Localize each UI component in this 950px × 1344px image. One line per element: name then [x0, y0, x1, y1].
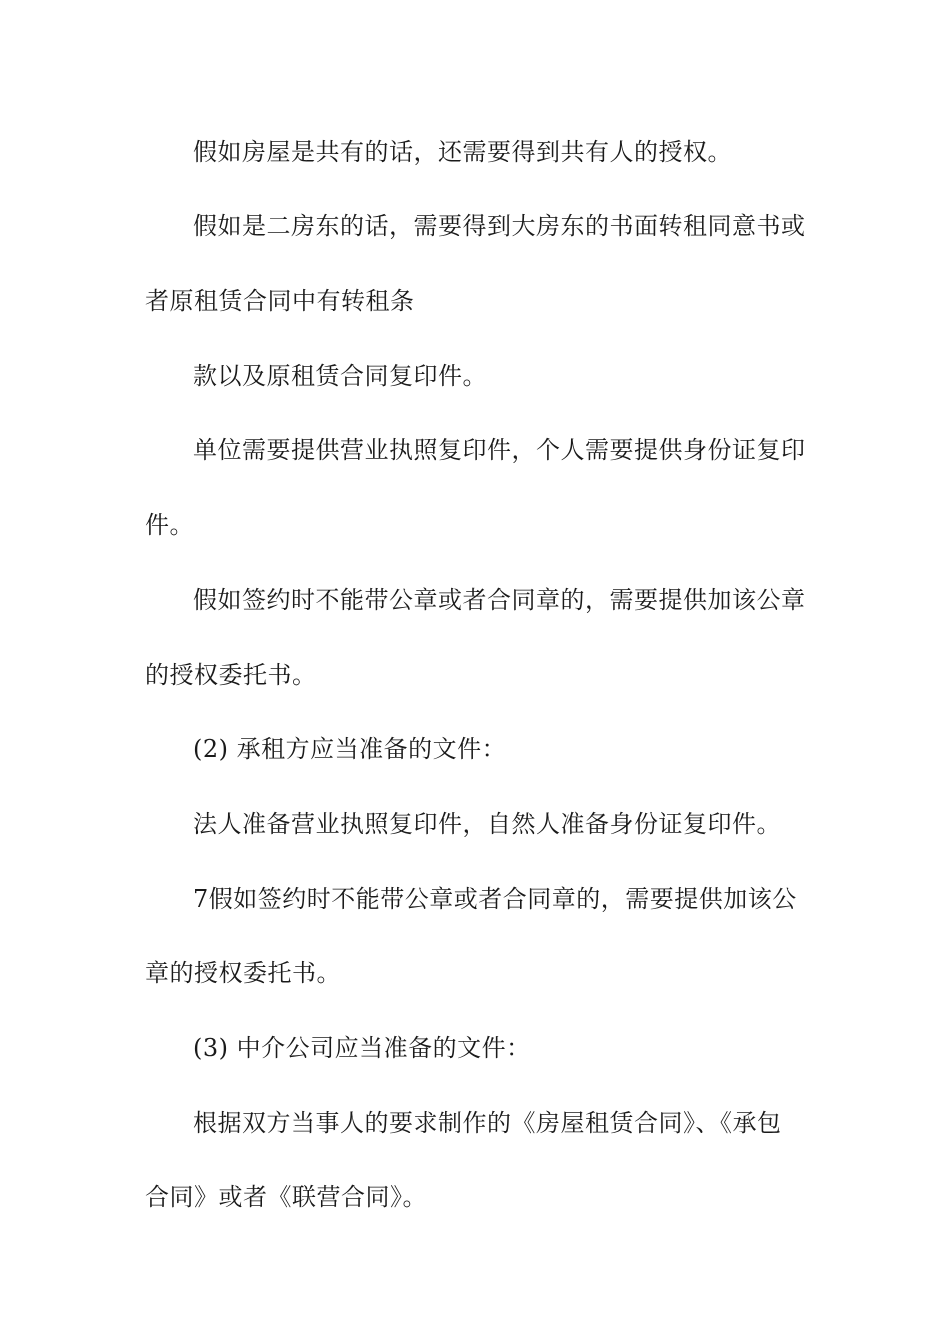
paragraph-line: 款以及原租赁合同复印件。	[193, 362, 487, 390]
paragraph-line: 章的授权委托书。	[145, 959, 341, 987]
section-heading: (3) 中介公司应当准备的文件：	[193, 1034, 531, 1062]
paragraph-line: 假如房屋是共有的话，还需要得到共有人的授权。	[193, 138, 732, 166]
paragraph-line: 者原租赁合同中有转租条	[145, 287, 415, 315]
section-heading: (2) 承租方应当准备的文件：	[193, 735, 507, 763]
paragraph-line: 单位需要提供营业执照复印件，个人需要提供身份证复印	[193, 436, 806, 464]
paragraph-line: 假如签约时不能带公章或者合同章的，需要提供加该公章	[193, 586, 806, 614]
paragraph-line: 根据双方当事人的要求制作的《房屋租赁合同》、《承包	[193, 1109, 782, 1137]
paragraph-line: 假如是二房东的话，需要得到大房东的书面转租同意书或	[193, 212, 806, 240]
paragraph-line: 合同》或者《联营合同》。	[145, 1183, 427, 1211]
paragraph-line: 7假如签约时不能带公章或者合同章的，需要提供加该公	[193, 885, 797, 913]
paragraph-line: 件。	[145, 511, 194, 539]
paragraph-line: 法人准备营业执照复印件，自然人准备身份证复印件。	[193, 810, 781, 838]
paragraph-line: 的授权委托书。	[145, 661, 317, 689]
